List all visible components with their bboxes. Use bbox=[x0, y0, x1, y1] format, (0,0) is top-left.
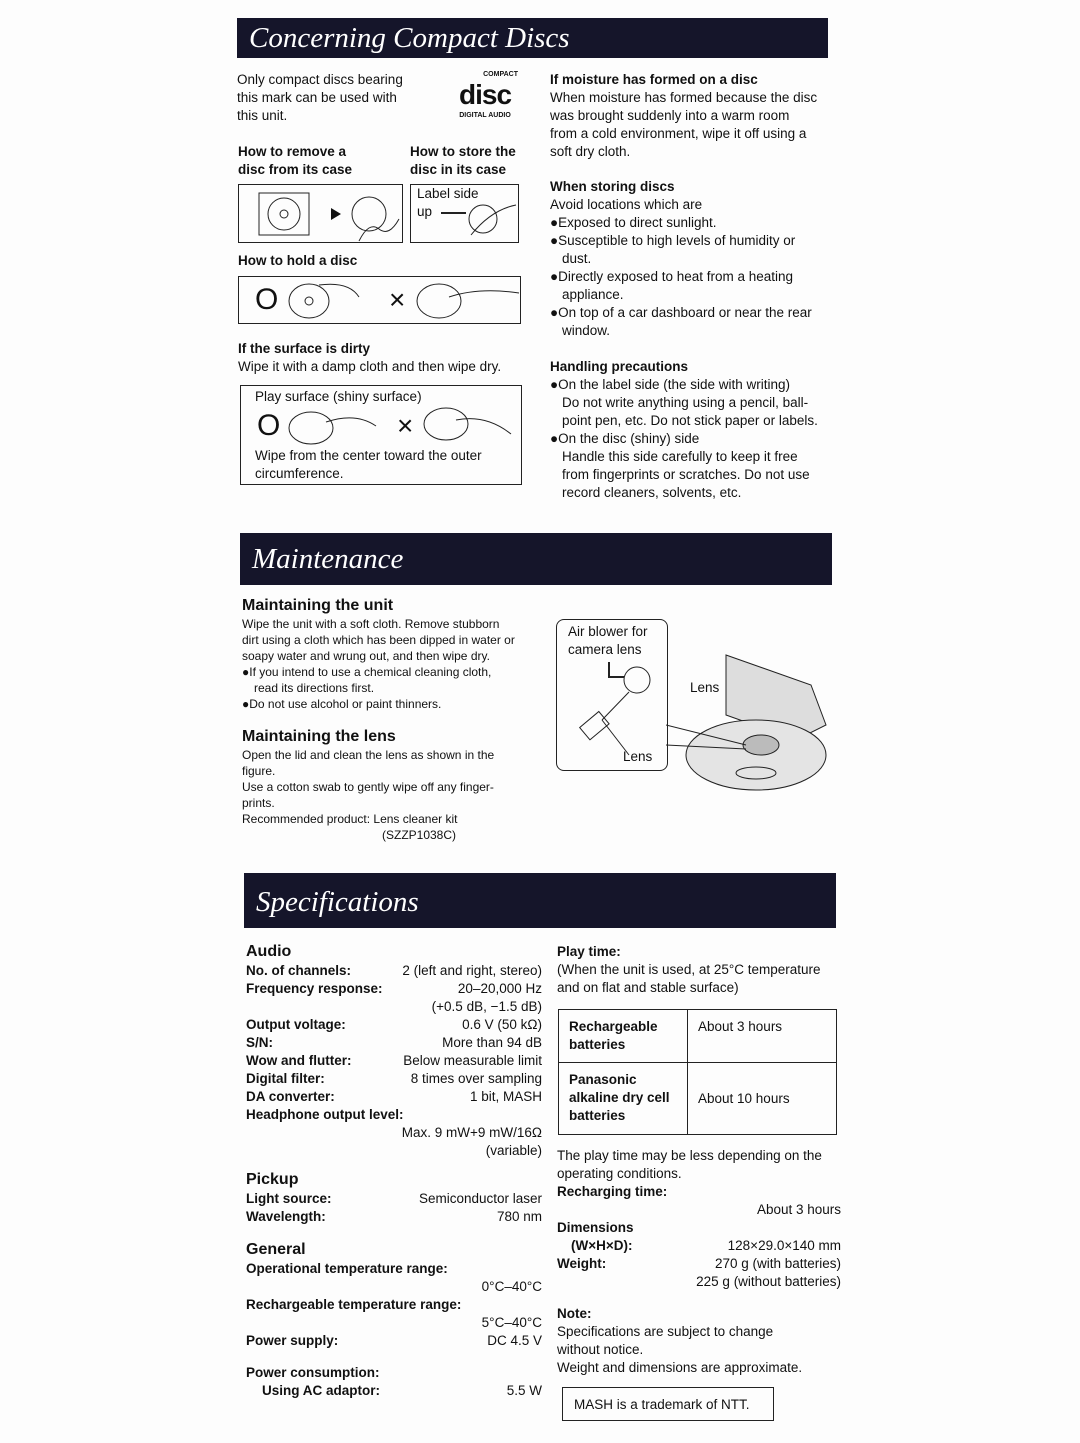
line: up bbox=[417, 204, 433, 219]
playtime-extra bbox=[557, 1147, 841, 1291]
spec-row bbox=[246, 962, 542, 980]
line: this unit. bbox=[237, 108, 288, 123]
line: record cleaners, solvents, etc. bbox=[562, 485, 742, 500]
dirty-text: Wipe it with a damp cloth and then wipe dry. bbox=[238, 359, 502, 374]
time-cell: About 10 hours bbox=[688, 1063, 837, 1135]
note-section bbox=[557, 1305, 841, 1377]
line: (When the unit is used, at 25°C temperature bbox=[557, 962, 821, 977]
spec-row bbox=[246, 1034, 542, 1052]
spec-value: (variable) bbox=[485, 1143, 542, 1158]
store-disc-illustration bbox=[410, 184, 519, 243]
line: figure. bbox=[242, 764, 276, 778]
store-disc-drawing bbox=[411, 185, 518, 242]
line: Handle this side carefully to keep it free bbox=[562, 449, 798, 464]
line: Specifications are subject to change bbox=[557, 1324, 774, 1339]
moisture-heading: If moisture has formed on a disc bbox=[550, 72, 758, 87]
ng-mark-icon: × bbox=[397, 410, 414, 441]
spec-row bbox=[246, 1070, 542, 1088]
line: ●On the label side (the side with writing) bbox=[550, 377, 791, 392]
lens-heading: Maintaining the lens bbox=[242, 728, 396, 745]
line: How to remove a bbox=[238, 144, 347, 159]
spec-label: Wow and flutter: bbox=[246, 1053, 352, 1068]
spec-value: 20–20,000 Hz bbox=[457, 981, 542, 996]
line: When moisture has formed because the disc bbox=[550, 90, 818, 105]
wipe-illustration bbox=[240, 385, 522, 485]
spec-label: Wavelength: bbox=[246, 1209, 326, 1224]
line: Use a cotton swab to gently wipe off any finger- bbox=[242, 780, 494, 794]
line: batteries bbox=[569, 1108, 626, 1123]
spec-label: DA converter: bbox=[246, 1089, 335, 1104]
maintenance-left-column bbox=[242, 596, 515, 843]
spec-row bbox=[246, 1208, 542, 1226]
table-row bbox=[559, 1010, 837, 1063]
spec-value: 780 nm bbox=[496, 1209, 542, 1224]
storing-heading: When storing discs bbox=[550, 179, 675, 194]
line: Recommended product: Lens cleaner kit bbox=[242, 812, 458, 826]
list-item: ●On top of a car dashboard or near the rear bbox=[550, 305, 812, 320]
recharge-value: About 3 hours bbox=[756, 1202, 841, 1217]
spec-row bbox=[246, 1332, 542, 1350]
spec-label: Using AC adaptor: bbox=[262, 1383, 380, 1398]
hold-heading: How to hold a disc bbox=[238, 253, 358, 268]
note-heading: Note: bbox=[557, 1306, 592, 1321]
line: disc in its case bbox=[410, 162, 507, 177]
line: soapy water and wrung out, and then wipe dry. bbox=[242, 649, 490, 663]
spec-value: Below measurable limit bbox=[403, 1053, 542, 1068]
audio-specs bbox=[246, 942, 542, 1160]
recharge-heading: Recharging time: bbox=[557, 1184, 668, 1199]
line: alkaline dry cell bbox=[569, 1090, 670, 1105]
line: read its directions first. bbox=[254, 681, 375, 695]
maintain-unit-section bbox=[242, 596, 515, 712]
line: Wipe the unit with a soft cloth. Remove stubborn bbox=[242, 617, 500, 631]
spec-value: 5°C–40°C bbox=[481, 1315, 542, 1330]
cd-player-drawing bbox=[666, 645, 831, 795]
list-item-cont: dust. bbox=[562, 251, 592, 266]
line: camera lens bbox=[568, 642, 642, 657]
spec-label: Power supply: bbox=[246, 1333, 339, 1348]
spec-label: Operational temperature range: bbox=[246, 1261, 448, 1276]
line: ●If you intend to use a chemical cleaning cloth, bbox=[242, 665, 492, 679]
dirty-heading: If the surface is dirty bbox=[238, 341, 371, 356]
spec-row bbox=[246, 1142, 542, 1160]
line: Air blower for bbox=[568, 624, 648, 639]
line: from fingerprints or scratches. Do not use bbox=[562, 467, 810, 482]
spec-row bbox=[246, 1296, 542, 1314]
specs-right-column bbox=[557, 943, 841, 1421]
line: Rechargeable bbox=[569, 1019, 658, 1034]
spec-value: More than 94 dB bbox=[442, 1035, 542, 1050]
ok-mark-icon: O bbox=[255, 283, 279, 316]
line: ●Do not use alcohol or paint thinners. bbox=[242, 697, 442, 711]
line: operating conditions. bbox=[557, 1166, 682, 1181]
spec-value: 5.5 W bbox=[506, 1383, 542, 1398]
logo-disc: disc bbox=[458, 79, 512, 110]
remove-disc-drawing bbox=[239, 185, 402, 242]
spec-value: 0.6 V (50 kΩ) bbox=[462, 1017, 542, 1032]
pickup-heading: Pickup bbox=[246, 1171, 299, 1188]
battery-cell bbox=[559, 1063, 688, 1135]
spec-row bbox=[246, 1106, 542, 1124]
line: disc from its case bbox=[238, 162, 353, 177]
spec-row bbox=[246, 1088, 542, 1106]
list-item: ●Exposed to direct sunlight. bbox=[550, 215, 717, 230]
spec-value: 1 bit, MASH bbox=[469, 1089, 542, 1104]
section-title-concerning: Concerning Compact Discs bbox=[237, 18, 828, 58]
line: was brought suddenly into a warm room bbox=[550, 108, 790, 123]
compact-disc-logo bbox=[452, 70, 518, 120]
spec-label: No. of channels: bbox=[246, 963, 352, 978]
maintain-lens-section bbox=[242, 727, 515, 843]
line: Do not write anything using a pencil, ball- bbox=[562, 395, 809, 410]
line: How to store the bbox=[410, 144, 516, 159]
line: point pen, etc. Do not stick paper or labels. bbox=[562, 413, 818, 428]
blower-drawing bbox=[557, 620, 667, 770]
intro-text bbox=[237, 71, 403, 125]
spec-value: 2 (left and right, stereo) bbox=[402, 963, 542, 978]
line: batteries bbox=[569, 1037, 626, 1052]
spec-value: 128×29.0×140 mm bbox=[727, 1238, 841, 1253]
line: from a cold environment, wipe it off using a bbox=[550, 126, 807, 141]
lens-label: Lens bbox=[623, 749, 653, 764]
spec-value: (+0.5 dB, −1.5 dB) bbox=[431, 999, 542, 1014]
spec-value: 0°C–40°C bbox=[481, 1279, 542, 1294]
spec-row bbox=[246, 1052, 542, 1070]
spec-row bbox=[246, 980, 542, 998]
spec-row bbox=[246, 1190, 542, 1208]
pickup-specs bbox=[246, 1170, 542, 1226]
list-item-cont: window. bbox=[562, 323, 611, 338]
general-heading: General bbox=[246, 1241, 306, 1258]
line: Label side bbox=[417, 186, 479, 201]
line: and on flat and stable surface) bbox=[557, 980, 739, 995]
section-title-specifications: Specifications bbox=[244, 873, 836, 928]
table-row bbox=[559, 1063, 837, 1135]
dim-heading: Dimensions bbox=[557, 1220, 634, 1235]
power-heading: Power consumption: bbox=[246, 1365, 380, 1380]
line: Avoid locations which are bbox=[550, 197, 703, 212]
line: The play time may be less depending on the bbox=[557, 1148, 822, 1163]
line: this mark can be used with bbox=[237, 90, 397, 105]
hold-disc-illustration bbox=[238, 276, 521, 324]
audio-heading: Audio bbox=[246, 943, 292, 960]
list-item: ●Susceptible to high levels of humidity or bbox=[550, 233, 796, 248]
spec-label: Frequency response: bbox=[246, 981, 383, 996]
spec-value: 270 g (with batteries) bbox=[714, 1256, 841, 1271]
spec-value: Max. 9 mW+9 mW/16Ω bbox=[401, 1125, 542, 1140]
lens-figure-inset bbox=[556, 619, 668, 771]
spec-label: (W×H×D): bbox=[571, 1238, 633, 1253]
spec-value: DC 4.5 V bbox=[487, 1333, 542, 1348]
logo-digital-audio: DIGITAL AUDIO bbox=[459, 112, 511, 119]
spec-label: Digital filter: bbox=[246, 1071, 325, 1086]
line: ●On the disc (shiny) side bbox=[550, 431, 700, 446]
line: circumference. bbox=[255, 466, 344, 481]
list-item-cont: appliance. bbox=[562, 287, 624, 302]
spec-value: 225 g (without batteries) bbox=[696, 1274, 841, 1289]
wipe-text bbox=[255, 447, 482, 483]
specs-left-column bbox=[246, 942, 542, 1400]
spec-row bbox=[246, 1314, 542, 1332]
spec-row bbox=[246, 1260, 542, 1278]
battery-cell bbox=[559, 1010, 688, 1063]
general-specs bbox=[246, 1240, 542, 1400]
spec-label: Headphone output level: bbox=[246, 1107, 404, 1122]
line: without notice. bbox=[557, 1342, 644, 1357]
store-heading bbox=[410, 143, 516, 179]
line: Panasonic bbox=[569, 1072, 637, 1087]
spec-label: Output voltage: bbox=[246, 1017, 346, 1032]
trademark-box: MASH is a trademark of NTT. bbox=[562, 1387, 774, 1421]
line: Only compact discs bearing bbox=[237, 72, 403, 87]
ok-mark-icon: O bbox=[257, 409, 281, 442]
concerning-right-column bbox=[550, 71, 818, 502]
spec-row bbox=[246, 998, 542, 1016]
spec-row bbox=[246, 1278, 542, 1296]
moisture-section bbox=[550, 71, 818, 161]
spec-value: 8 times over sampling bbox=[410, 1071, 542, 1086]
spec-row bbox=[246, 1016, 542, 1034]
ng-mark-icon: × bbox=[389, 284, 406, 315]
time-cell: About 3 hours bbox=[688, 1010, 837, 1063]
playtime-section bbox=[557, 943, 841, 997]
spec-value: Semiconductor laser bbox=[418, 1191, 542, 1206]
storing-section bbox=[550, 178, 818, 340]
line: prints. bbox=[242, 796, 275, 810]
remove-heading bbox=[238, 143, 352, 179]
play-surface-label: Play surface (shiny surface) bbox=[255, 389, 422, 404]
playtime-table bbox=[558, 1009, 837, 1135]
spec-label: S/N: bbox=[246, 1035, 273, 1050]
line: Weight and dimensions are approximate. bbox=[557, 1360, 803, 1375]
list-item: ●Directly exposed to heat from a heating bbox=[550, 269, 794, 284]
section-title-maintenance: Maintenance bbox=[240, 533, 832, 585]
unit-heading: Maintaining the unit bbox=[242, 597, 394, 614]
spec-label: Rechargeable temperature range: bbox=[246, 1297, 462, 1312]
spec-label: Light source: bbox=[246, 1191, 332, 1206]
line: soft dry cloth. bbox=[550, 144, 631, 159]
spec-row bbox=[246, 1124, 542, 1142]
line: dirt using a cloth which has been dipped in water or bbox=[242, 633, 515, 647]
remove-disc-illustration bbox=[238, 184, 403, 243]
line: (SZZP1038C) bbox=[382, 828, 457, 842]
playtime-heading: Play time: bbox=[557, 944, 621, 959]
line: Wipe from the center toward the outer bbox=[255, 448, 482, 463]
handling-heading: Handling precautions bbox=[550, 359, 689, 374]
spec-label: Weight: bbox=[557, 1256, 607, 1271]
line: Open the lid and clean the lens as shown in the bbox=[242, 748, 495, 762]
lens-label-player: Lens bbox=[690, 680, 720, 695]
handling-section bbox=[550, 358, 818, 502]
logo-compact: COMPACT bbox=[483, 71, 518, 78]
hold-disc-drawing bbox=[239, 277, 520, 323]
